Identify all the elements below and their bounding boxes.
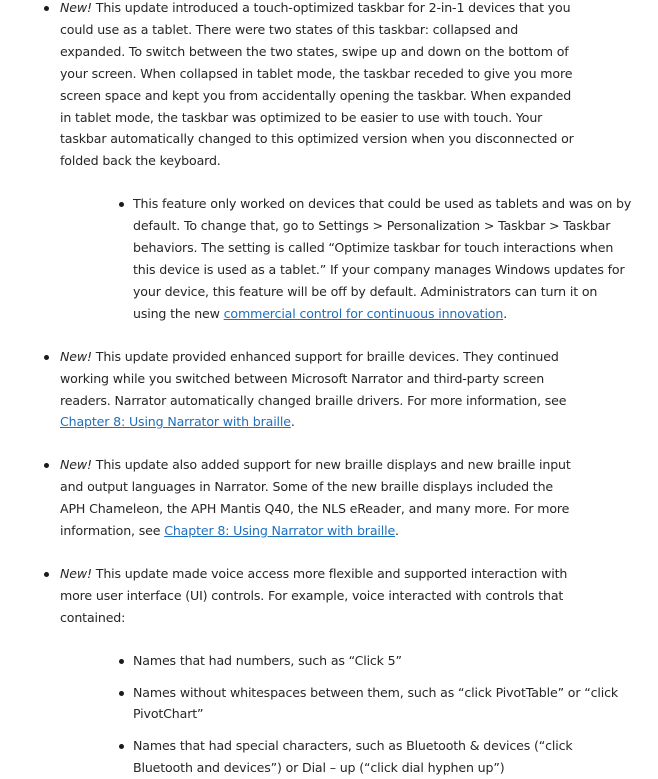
- list-item-braille-displays: [0, 454, 580, 542]
- sub-item-numbers: [60, 650, 633, 672]
- sub-list: [60, 650, 619, 779]
- item-end: .: [290, 414, 295, 430]
- item-text: This update also added support for new braille displays and new braille input and output languages in Narrator. Some of the new braille displays included the APH Chameleon, the APH Mantis Q40, the NLS eReader, and many more. For more information, see: [60, 457, 571, 539]
- sub-item-special-characters: [60, 735, 633, 779]
- new-label: New!: [60, 348, 92, 364]
- narrator-braille-link[interactable]: Chapter 8: Using Narrator with braille: [60, 414, 291, 430]
- item-text: This update provided enhanced support for braille devices. They continued working while you switched between Microsoft Narrator and third-party screen readers. Narrator automatically changed braille drivers. For more information, see: [60, 348, 567, 408]
- list-item-voice-access: [0, 563, 619, 779]
- sub-item-end: .: [503, 305, 508, 321]
- sub-item-text: This feature only worked on devices that could be used as tablets and was on by default. To change that, go to Settings > Personalization > Taskbar > Taskbar behaviors. The setting is called “Optimize taskbar for touch interactions when this device is used as a tablet.” If your company manages Windows updates for your device, this feature will be off by default. Administrators can turn it on using the new: [133, 196, 632, 321]
- sub-item-text: Names that had special characters, such as Bluetooth & devices (“click Bluetooth and devices”) or Dial – up (“click dial hyphen up”): [133, 738, 573, 776]
- new-label: New!: [60, 0, 92, 15]
- item-text: This update introduced a touch-optimized taskbar for 2-in-1 devices that you could use as a tablet. There were two states of this taskbar: collapsed and expanded. To switch between the two states, swipe up and down on the bottom of your screen. When collapsed in tablet mode, the taskbar receded to give you more screen space and kept you from accidentally opening the taskbar. When expanded in tablet mode, the taskbar was optimized to be easier to use with touch. Your taskbar automatically changed to this optimized version when you disconnected or folded back the keyboard.: [60, 0, 574, 169]
- item-text: This update made voice access more flexible and supported interaction with more user interface (UI) controls. For example, voice interacted with controls that contained:: [60, 565, 568, 625]
- sub-item-tablet-note: [60, 193, 633, 324]
- sub-item-text: Names that had numbers, such as “Click 5”: [133, 652, 402, 668]
- list-item-tablet-taskbar: [0, 0, 632, 325]
- new-label: New!: [60, 457, 92, 473]
- narrator-braille-link[interactable]: Chapter 8: Using Narrator with braille: [164, 523, 396, 539]
- item-end: .: [395, 523, 399, 539]
- sub-item-text: Names without whitespaces between them, such as “click PivotTable” or “click PivotChart”: [133, 684, 619, 722]
- commercial-control-link[interactable]: commercial control for continuous innovation: [223, 305, 504, 321]
- sub-list: [60, 193, 632, 324]
- list-item-braille-support: [0, 346, 580, 434]
- new-label: New!: [60, 565, 92, 581]
- sub-item-whitespace: [60, 682, 633, 726]
